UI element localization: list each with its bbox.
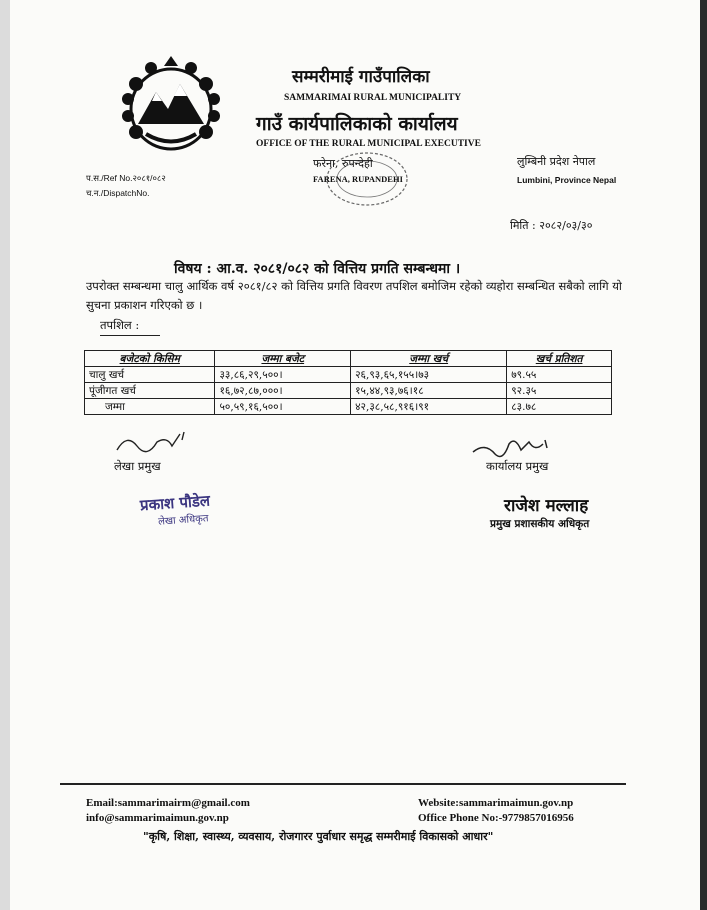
government-emblem-icon: [116, 54, 226, 164]
footer-divider: [60, 783, 626, 785]
office-name-np: गाउँ कार्यपालिकाको कार्यालय: [256, 113, 458, 135]
table-cell: २६,९३,६५,१५५।७३: [351, 367, 507, 383]
table-cell: ५०,५९,१६,५००।: [215, 399, 351, 415]
chief-officer-role: प्रमुख प्रशासकीय अधिकृत: [490, 518, 590, 530]
body-paragraph: उपरोक्त सम्बन्धमा चालु आर्थिक वर्ष २०८१/८२ को वित्तिय प्रगति विवरण तपशिल बमोजिम रहेको व्यहोरा सम्बन्धित सबैको लागि यो सुचना प्रकाशन गरिएको छ ।: [86, 279, 622, 312]
table-cell: जम्मा: [85, 399, 215, 415]
col-total-budget: जम्मा बजेट: [215, 351, 351, 367]
dispatch-number: च.न./DispatchNo.: [86, 188, 150, 198]
address-np: फरेना, रुपन्देही: [313, 157, 373, 170]
footer-slogan: "कृषि, शिक्षा, स्वास्थ्य, व्यवसाय, रोजगारर पुर्वाधार समृद्ध सम्मरीमाई विकासको आधार": [143, 830, 494, 843]
col-total-expense: जम्मा खर्च: [351, 351, 507, 367]
subject-line: विषय : आ.व. २०८१/०८२ को वित्तिय प्रगति सम्बन्धमा ।: [174, 261, 461, 277]
footer-website: Website:sammarimaimun.gov.np: [418, 797, 574, 809]
table-cell: पूंजीगत खर्च: [85, 383, 215, 399]
chief-officer-name: राजेश मल्लाह: [504, 496, 589, 516]
accounts-head-label: लेखा प्रमुख: [114, 459, 161, 473]
scan-edge: [700, 0, 707, 910]
table-cell: १६,७२,८७,०००।: [215, 383, 351, 399]
office-name-en: OFFICE OF THE RURAL MUNICIPAL EXECUTIVE: [256, 139, 481, 149]
table-cell: ८३.७८: [507, 399, 612, 415]
details-label: तपशिल :: [100, 318, 140, 332]
province-np: लुम्बिनी प्रदेश नेपाल: [517, 155, 596, 168]
footer-phone: Office Phone No:-9779857016956: [418, 812, 574, 824]
table-row: [85, 367, 612, 383]
reference-number: प.स./Ref No.२०८१/०८२: [86, 173, 166, 183]
table-cell: ३३,८६,२९,५००।: [215, 367, 351, 383]
col-expense-percent: खर्च प्रतिशत: [507, 351, 612, 367]
table-header-row: [85, 351, 612, 367]
details-underline: [100, 335, 160, 336]
accounts-head-signature: [112, 428, 192, 458]
address-en: FARENA, RUPANDEHI: [313, 174, 403, 184]
letter-date: मिति : २०८२/०३/३०: [510, 219, 593, 232]
province-en: Lumbini, Province Nepal: [517, 175, 617, 185]
footer-email-1: Email:sammarimairm@gmail.com: [86, 797, 250, 809]
table-cell: चालु खर्च: [85, 367, 215, 383]
office-head-label: कार्यालय प्रमुख: [486, 459, 549, 473]
finance-progress-table: [84, 350, 612, 415]
table-row: [85, 399, 612, 415]
table-cell: ७९.५५: [507, 367, 612, 383]
table-cell: ४२,३८,५८,९१६।९१: [351, 399, 507, 415]
table-cell: १५,४४,९३,७६।१८: [351, 383, 507, 399]
municipality-name-np: सम्मरीमाई गाउँपालिका: [292, 67, 430, 87]
table-row: [85, 383, 612, 399]
footer-email-2: info@sammarimaimun.gov.np: [86, 812, 229, 824]
col-budget-type: बजेटको किसिम: [85, 351, 215, 367]
table-cell: ९२.३५: [507, 383, 612, 399]
accounts-officer-stamp-role: लेखा अधिकृत: [157, 513, 209, 528]
municipality-name-en: SAMMARIMAI RURAL MUNICIPALITY: [284, 93, 462, 103]
accounts-officer-stamp-name: प्रकाश पौडेल: [139, 491, 211, 515]
